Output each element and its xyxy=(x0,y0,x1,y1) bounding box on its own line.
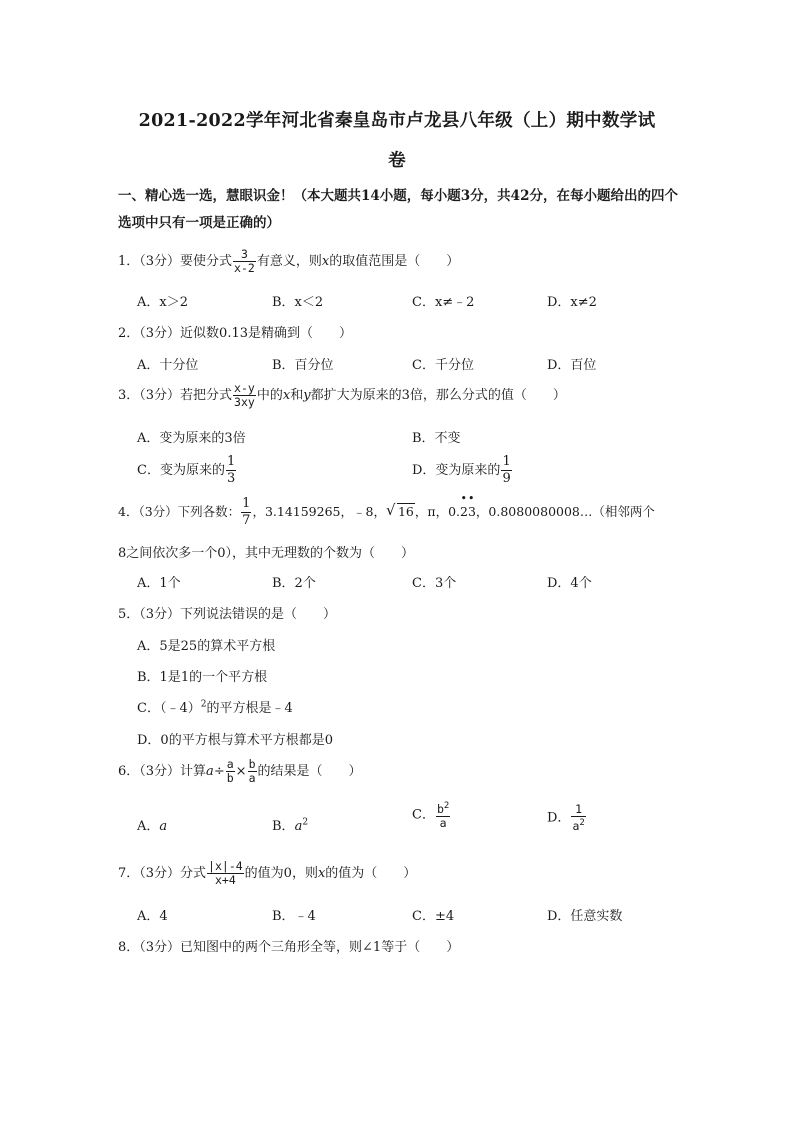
question-4: 4．（3分）下列各数： $\frac{1}{7}$ ，3.14159265，﹣8， √ 16，π，0. •• 23，0.8080080008…（相邻两个 xyxy=(118,492,655,528)
q2-option-d: D．百位 xyxy=(547,358,597,373)
question-4-line-2: 8之间依次多一个0），其中无理数的个数为（ ） xyxy=(118,546,415,561)
question-2: 2．（3分）近似数0.13是精确到（ ） xyxy=(118,326,352,341)
q3-option-d: D．变为原来的 $\frac{1}{9}$ xyxy=(412,454,511,486)
q6-option-d: D． $\frac{1}{a^2}$ xyxy=(547,802,585,833)
q2-option-c: C．千分位 xyxy=(412,358,474,373)
question-3: 3．（3分）若把分式 $\frac{x-y}{3xy}$ 中的x和y都扩大为原来的3倍，那么分式的值（ ） xyxy=(118,381,566,409)
question-6: 6．（3分）计算a÷ $\frac{a}{b}$ × $\frac{b}{a}$ 的结果是（ ） xyxy=(118,757,362,785)
section-heading: 一、精心选一选，慧眼识金！（本大题共14小题，每小题3分，共42分，在每小题给出的四个选项中只有一项是正确的） xyxy=(118,188,678,231)
q7-option-c: C．±4 xyxy=(412,909,455,924)
q7-option-a: A．4 xyxy=(137,909,168,924)
q1-option-d: D．x≠2 xyxy=(547,295,597,310)
fraction: $\frac{b^2}{a}$ xyxy=(436,801,450,830)
q3-option-b: B．不变 xyxy=(412,431,461,446)
q3-option-c: C．变为原来的 $\frac{1}{3}$ xyxy=(137,454,236,486)
q1-option-a: A．x＞2 xyxy=(137,295,188,310)
q2-option-b: B．百分位 xyxy=(272,358,334,373)
q6-option-c: C． $\frac{b^2}{a}$ xyxy=(412,801,450,830)
q7-option-b: B．﹣4 xyxy=(272,909,316,924)
q1-option-b: B．x＜2 xyxy=(272,295,324,310)
fraction: $\frac{a}{b}$ xyxy=(226,757,234,785)
repeating-decimal: •• 23 xyxy=(460,492,476,519)
q4-option-a: A．1个 xyxy=(137,576,181,591)
page-title-line-1: 2021-2022学年河北省秦皇岛市卢龙县八年级（上）期中数学试 xyxy=(138,111,656,131)
page-title-line-2: 卷 xyxy=(388,151,406,171)
square-root: √ 16 xyxy=(385,501,414,519)
fraction: $\frac{|x|-4}{x+4}$ xyxy=(208,859,243,887)
q4-option-b: B．2个 xyxy=(272,576,316,591)
q5-option-d: D．0的平方根与算术平方根都是0 xyxy=(137,733,333,748)
fraction: $\frac{3}{x-2}$ xyxy=(234,247,255,275)
q1-option-c: C．x≠﹣2 xyxy=(412,295,475,310)
q4-option-c: C．3个 xyxy=(412,576,457,591)
q2-option-a: A．十分位 xyxy=(137,358,199,373)
fraction: $\frac{1}{7}$ xyxy=(242,496,251,528)
q6-option-b: B．$a^2$ xyxy=(272,817,309,834)
question-7: 7．（3分）分式 $\frac{|x|-4}{x+4}$ 的值为0，则x的值为（ ） xyxy=(118,859,417,887)
fraction: $\frac{1}{3}$ xyxy=(226,454,236,486)
q4-option-d: D．4个 xyxy=(547,576,592,591)
fraction: $\frac{1}{9}$ xyxy=(502,454,511,486)
q5-option-c: C．（﹣4）$^2$的平方根是﹣4 xyxy=(137,699,293,716)
question-1: 1．（3分）要使分式 $\frac{3}{x-2}$ 有意义，则x的取值范围是（ ） xyxy=(118,247,460,275)
fraction: $\frac{b}{a}$ xyxy=(248,757,256,785)
q3-option-a: A．变为原来的3倍 xyxy=(137,431,246,446)
fraction: $\frac{1}{a^2}$ xyxy=(572,802,585,833)
q5-option-a: A．5是25的算术平方根 xyxy=(137,639,276,654)
question-5: 5．（3分）下列说法错误的是（ ） xyxy=(118,607,337,622)
fraction: $\frac{x-y}{3xy}$ xyxy=(234,381,255,409)
q5-option-b: B．1是1的一个平方根 xyxy=(137,670,268,685)
question-8: 8．（3分）已知图中的两个三角形全等，则∠1等于（ ） xyxy=(118,940,460,955)
q7-option-d: D．任意实数 xyxy=(547,909,623,924)
q6-option-a: A．a xyxy=(137,819,168,834)
